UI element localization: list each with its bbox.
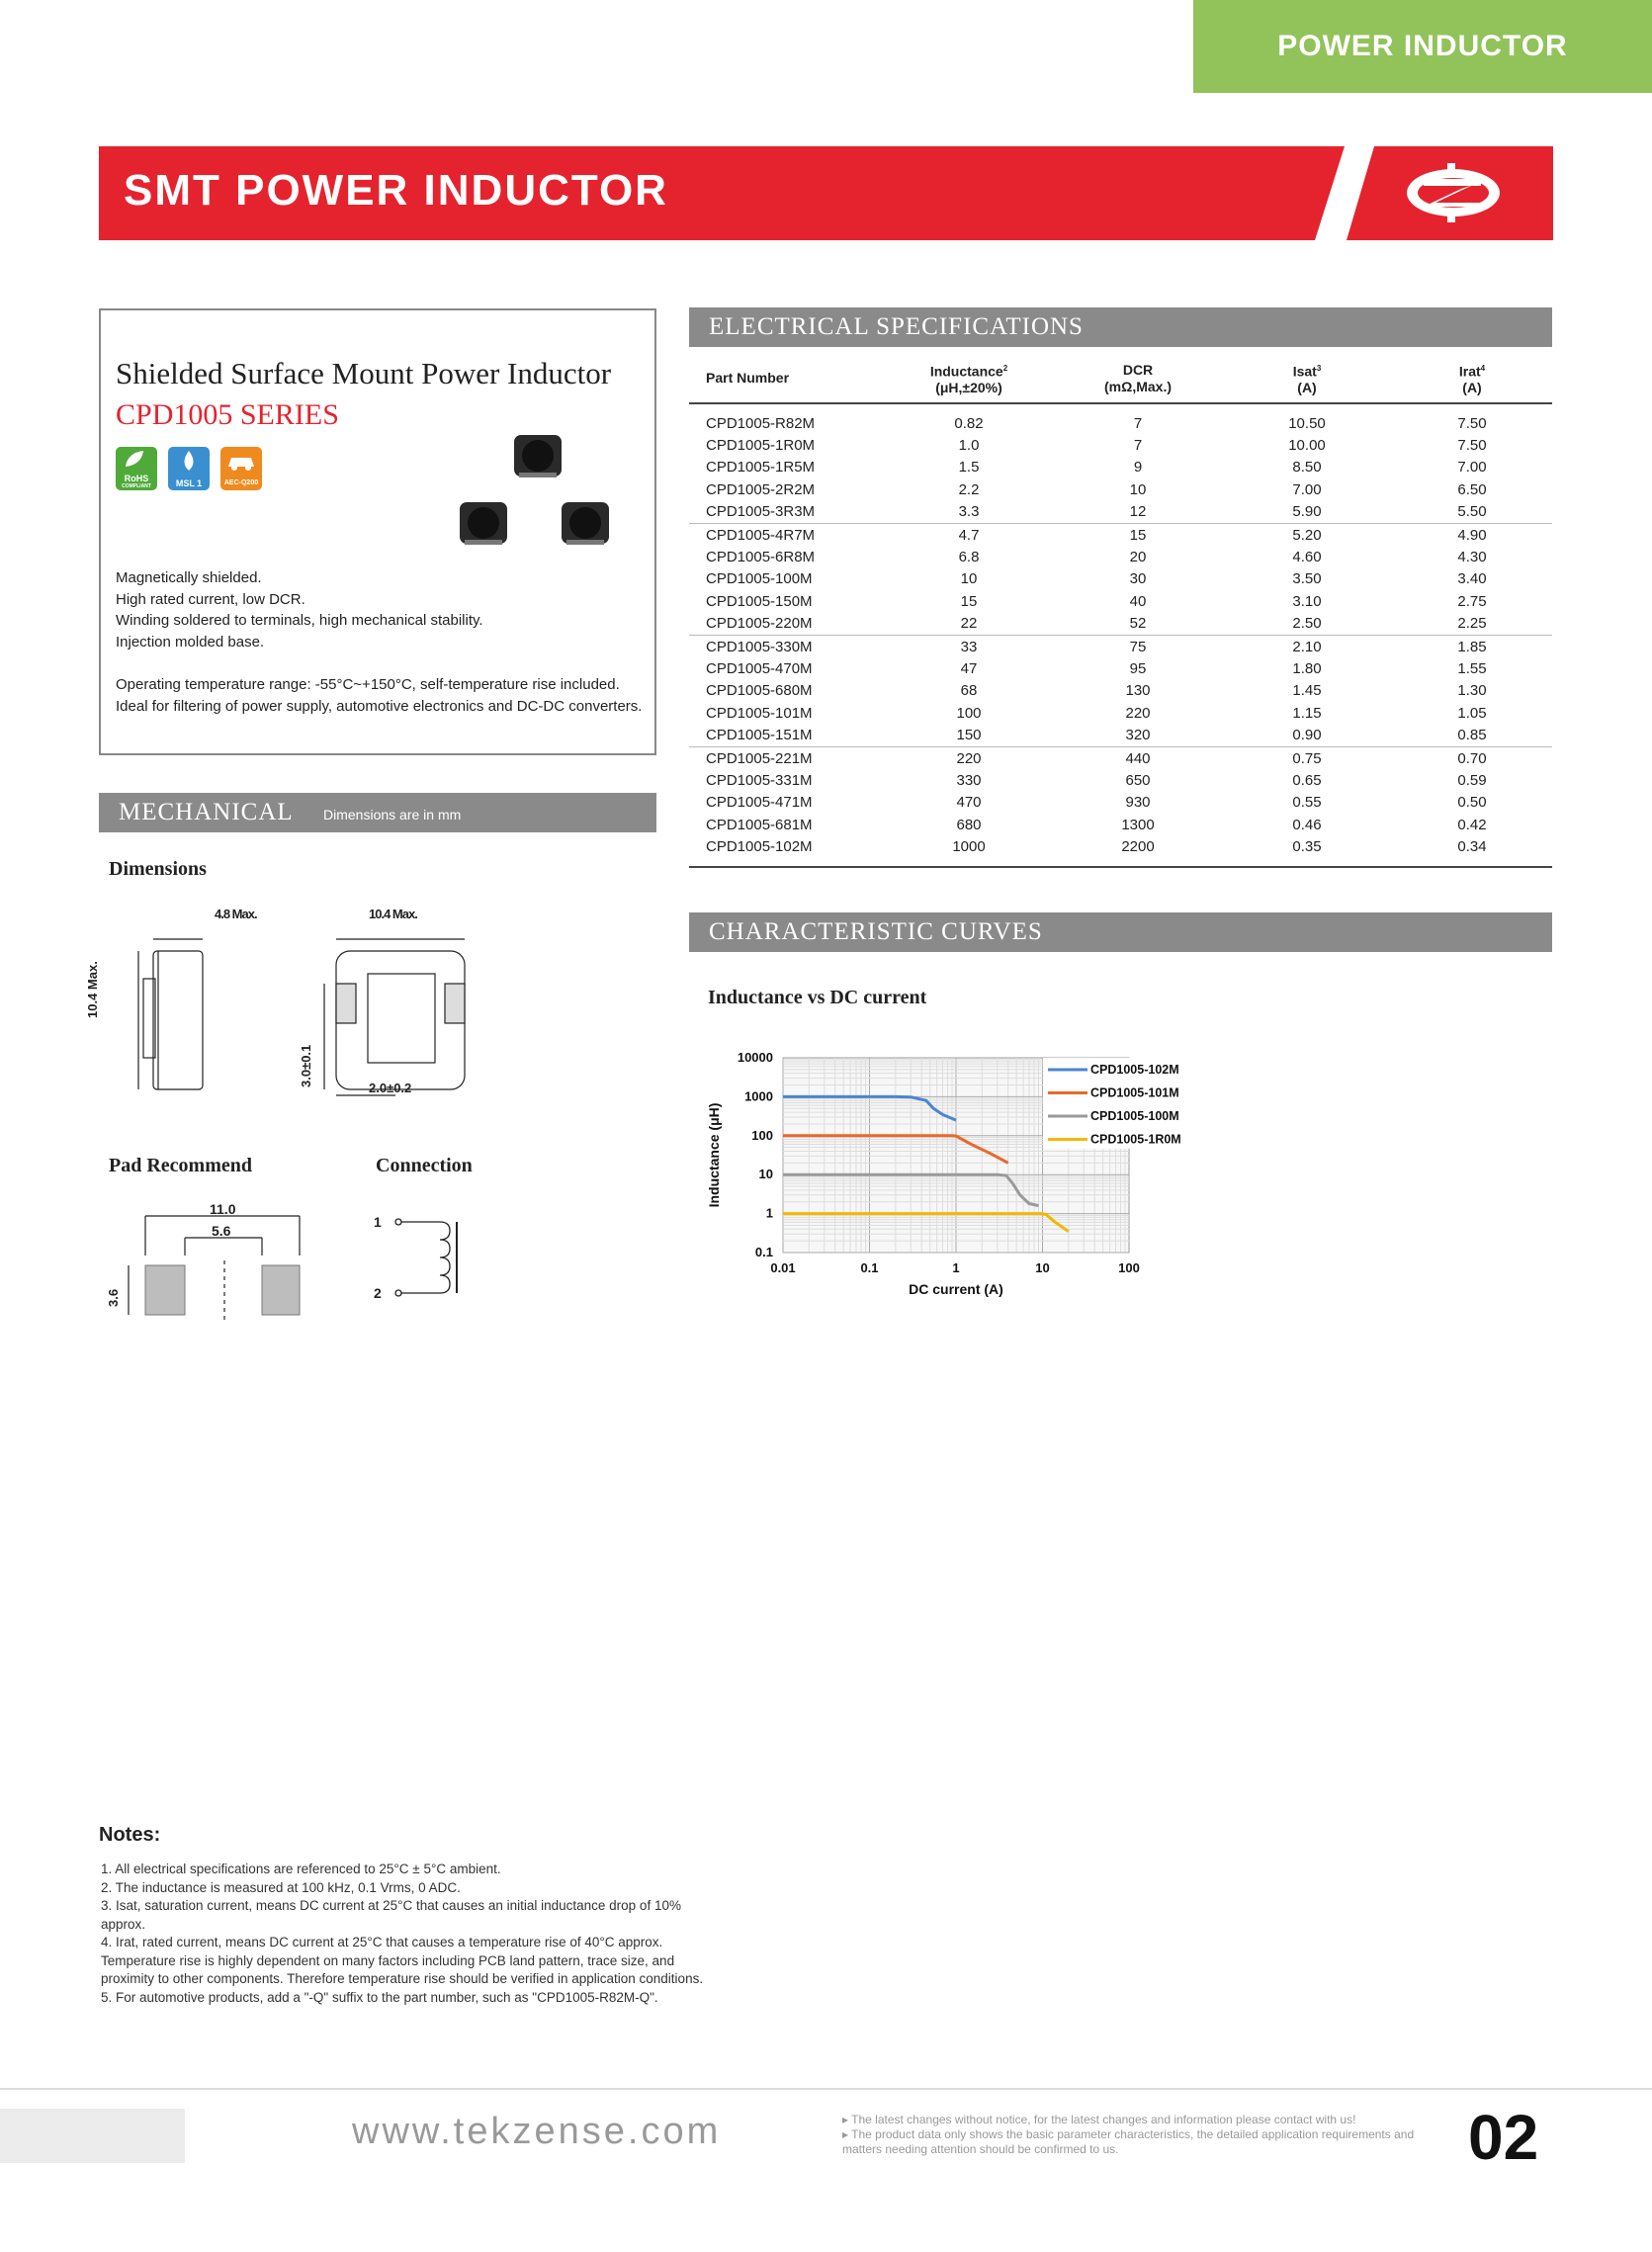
operating-temp: Operating temperature range: -55°C~+150°C, self-temperature rise included. xyxy=(116,676,620,693)
spec-row xyxy=(689,613,1552,636)
inductor-image-2 xyxy=(460,502,507,545)
dcr-cell: 7 xyxy=(1133,437,1143,455)
spec-row xyxy=(689,403,1552,434)
irat-cell: 2.25 xyxy=(1457,615,1487,633)
inductance-cell: 330 xyxy=(956,771,982,789)
y-tick-label: 1000 xyxy=(744,1088,773,1104)
isat-cell: 10.50 xyxy=(1288,414,1326,432)
part-number-cell: CPD1005-102M xyxy=(706,838,813,856)
spec-row xyxy=(689,501,1552,524)
dcr-cell: 650 xyxy=(1125,771,1151,789)
x-tick-label: 10 xyxy=(1035,1260,1050,1275)
inductance-cell: 100 xyxy=(956,704,982,722)
irat-cell: 7.50 xyxy=(1457,414,1487,432)
y-tick-label: 0.1 xyxy=(754,1245,773,1259)
pin-1-label: 1 xyxy=(374,1214,382,1230)
legend-label: CPD1005-102M xyxy=(1090,1063,1179,1077)
col-part-number: Part Number xyxy=(706,370,790,386)
part-number-cell: CPD1005-3R3M xyxy=(706,503,816,521)
part-number-cell: CPD1005-470M xyxy=(706,659,813,677)
inductance-cell: 1000 xyxy=(952,838,986,856)
inductor-image-3 xyxy=(562,502,609,545)
spec-row xyxy=(689,568,1552,590)
part-number-cell: CPD1005-471M xyxy=(706,794,813,812)
isat-cell: 2.50 xyxy=(1292,615,1322,633)
dimensions-drawing xyxy=(99,900,494,1107)
col-isat: Isat$^3$ (A) xyxy=(1292,363,1322,396)
irat-cell: 3.40 xyxy=(1457,570,1487,588)
legend-label: CPD1005-101M xyxy=(1090,1085,1179,1100)
y-tick-label: 10000 xyxy=(737,1050,773,1065)
applications: Ideal for filtering of power supply, automotive electronics and DC-DC converters. xyxy=(116,697,643,715)
x-axis-label: DC current (A) xyxy=(909,1281,1003,1297)
irat-cell: 0.34 xyxy=(1457,838,1487,856)
inductance-cell: 0.82 xyxy=(954,414,984,432)
part-number-cell: CPD1005-330M xyxy=(689,635,884,657)
spec-row xyxy=(689,835,1552,866)
feature-item: High rated current, low DCR. xyxy=(116,590,305,608)
part-number-cell: CPD1005-220M xyxy=(706,615,813,633)
rohs-leaf-icon xyxy=(116,447,157,473)
part-number-cell: CPD1005-4R7M xyxy=(689,523,884,546)
isat-cell: 8.50 xyxy=(1292,459,1322,476)
part-number-cell: CPD1005-680M xyxy=(706,682,813,700)
inductance-cell: 68 xyxy=(960,682,978,700)
dcr-cell: 20 xyxy=(1129,549,1147,566)
irat-cell: 1.30 xyxy=(1457,682,1487,700)
irat-cell: 0.59 xyxy=(1457,771,1487,789)
spec-row xyxy=(689,680,1552,702)
dcr-cell: 40 xyxy=(1129,592,1147,610)
product-photo xyxy=(450,425,648,554)
x-tick-label: 0.1 xyxy=(860,1260,879,1275)
aec-label: AEC-Q200 xyxy=(223,479,259,486)
curves-bar: CHARACTERISTIC CURVES xyxy=(689,912,1552,952)
part-number-cell: CPD1005-150M xyxy=(706,592,813,610)
footer-divider xyxy=(0,2088,1652,2090)
isat-cell: 5.20 xyxy=(1222,523,1392,546)
arrow-icon: ▸ xyxy=(842,2113,852,2126)
part-number-cell: CPD1005-1R5M xyxy=(706,459,816,476)
dcr-cell: 15 xyxy=(1054,523,1222,546)
irat-cell: 7.50 xyxy=(1457,437,1487,455)
dim-width-side: 4.8 Max. xyxy=(215,907,257,921)
inductance-cell: 4.7 xyxy=(884,523,1054,546)
y-tick-label: 100 xyxy=(751,1127,773,1143)
water-drop-icon xyxy=(168,447,210,476)
x-tick-label: 100 xyxy=(1118,1260,1140,1275)
notes-title: Notes: xyxy=(99,1824,161,1846)
y-axis-label: Inductance (μH) xyxy=(706,1102,722,1208)
part-number-cell: CPD1005-151M xyxy=(706,727,813,744)
inductance-cell: 47 xyxy=(960,659,978,677)
dcr-cell: 75 xyxy=(1054,635,1222,657)
electrical-bar: ELECTRICAL SPECIFICATIONS xyxy=(689,307,1552,347)
inductance-cell: 470 xyxy=(956,794,982,812)
isat-cell: 0.90 xyxy=(1292,727,1322,744)
dcr-cell: 9 xyxy=(1133,459,1143,476)
feature-item: Injection molded base. xyxy=(116,633,265,650)
inductance-cell: 15 xyxy=(960,592,978,610)
mechanical-bar xyxy=(99,793,656,832)
disclaimer-line: ▸ The product data only shows the basic parameter characteristics, the detailed application requirements and matters needing attention should be confirmed to us. xyxy=(842,2127,1415,2156)
spec-row xyxy=(689,792,1552,814)
footer-gray-block xyxy=(0,2109,185,2163)
rohs-badge xyxy=(116,447,157,490)
dcr-cell: 930 xyxy=(1125,794,1151,812)
note-item: 2. The inductance is measured at 100 kHz, 0.1 Vrms, 0 ADC. xyxy=(101,1879,461,1895)
spec-row xyxy=(689,457,1552,478)
irat-cell: 6.50 xyxy=(1457,480,1487,498)
isat-cell: 4.60 xyxy=(1292,549,1322,566)
pin-2-label: 2 xyxy=(374,1285,382,1301)
category-tab: POWER INDUCTOR xyxy=(1193,0,1652,93)
irat-cell: 0.70 xyxy=(1392,746,1552,769)
pad-recommend-label: Pad Recommend xyxy=(109,1155,252,1176)
spec-row xyxy=(689,724,1552,746)
page-number: 02 xyxy=(1468,2102,1539,2173)
part-number-cell: CPD1005-100M xyxy=(706,570,813,588)
connection-label: Connection xyxy=(376,1155,473,1176)
pad-gap-dim: 5.6 xyxy=(212,1223,231,1239)
irat-cell: 0.42 xyxy=(1457,816,1487,833)
part-number-cell: CPD1005-1R0M xyxy=(706,437,816,455)
inductance-cell: 2.2 xyxy=(958,480,980,498)
isat-cell: 5.90 xyxy=(1292,503,1322,521)
spec-row xyxy=(689,635,1552,657)
feature-item: Magnetically shielded. xyxy=(116,569,262,586)
isat-cell: 1.45 xyxy=(1292,682,1322,700)
spec-row xyxy=(689,746,1552,769)
spec-row xyxy=(689,546,1552,567)
msl-label: MSL 1 xyxy=(175,478,203,488)
irat-cell: 1.55 xyxy=(1457,659,1487,677)
pad-left xyxy=(145,1265,185,1315)
notes-list xyxy=(101,1861,714,2007)
irat-cell: 2.75 xyxy=(1457,592,1487,610)
dcr-cell: 10 xyxy=(1129,480,1147,498)
feature-item: Winding soldered to terminals, high mechanical stability. xyxy=(116,612,483,629)
y-tick-label: 10 xyxy=(758,1167,773,1182)
spec-row xyxy=(689,523,1552,546)
connection-schematic xyxy=(371,1198,489,1317)
part-number-cell: CPD1005-681M xyxy=(706,816,813,833)
dim-width-top: 10.4 Max. xyxy=(369,907,417,921)
isat-cell: 0.65 xyxy=(1292,771,1322,789)
car-icon xyxy=(220,447,262,476)
spec-row xyxy=(689,478,1552,500)
isat-cell: 3.50 xyxy=(1292,570,1322,588)
msl-badge xyxy=(168,447,210,490)
inductance-cell: 150 xyxy=(956,727,982,744)
spec-row xyxy=(689,590,1552,612)
footer-url[interactable]: www.tekzense.com xyxy=(352,2111,722,2152)
inductance-cell: 1.5 xyxy=(958,459,980,476)
isat-cell: 1.80 xyxy=(1292,659,1322,677)
part-number-cell: CPD1005-331M xyxy=(706,771,813,789)
chart-legend xyxy=(1043,1058,1181,1149)
irat-cell: 0.85 xyxy=(1457,727,1487,744)
dcr-cell: 2200 xyxy=(1121,838,1155,856)
rohs-label: RoHS xyxy=(124,474,149,483)
dcr-cell: 30 xyxy=(1129,570,1147,588)
dcr-cell: 7 xyxy=(1133,414,1143,432)
spec-row xyxy=(689,434,1552,456)
spec-row xyxy=(689,769,1552,791)
aec-badge xyxy=(220,447,262,490)
mechanical-title: MECHANICAL xyxy=(119,799,293,825)
dim-height-side: 10.4 Max. xyxy=(85,961,100,1018)
dcr-cell: 440 xyxy=(1054,746,1222,769)
inductance-cell: 1.0 xyxy=(958,437,980,455)
badge-row xyxy=(116,447,262,490)
legend-label: CPD1005-100M xyxy=(1090,1109,1179,1123)
curves-subtitle: Inductance vs DC current xyxy=(708,987,927,1008)
rohs-sub: COMPLIANT xyxy=(122,483,151,489)
isat-cell: 1.15 xyxy=(1292,704,1322,722)
irat-cell: 1.05 xyxy=(1457,704,1487,722)
part-number-cell: CPD1005-6R8M xyxy=(706,549,816,566)
features-list xyxy=(116,567,642,717)
note-item: 4. Irat, rated current, means DC current at 25°C that causes a temperature rise of 40°C approx. Temperature rise is highly dependent on many factors including PCB land pattern, trace size, and proximity to other components. Therefore temperature rise should be verified in application conditions. xyxy=(101,1935,704,1986)
part-number-cell: CPD1005-221M xyxy=(689,746,884,769)
product-title: Shielded Surface Mount Power Inductor xyxy=(116,356,612,390)
spec-row xyxy=(689,702,1552,724)
banner-title: SMT POWER INDUCTOR xyxy=(124,166,668,215)
inductance-chart xyxy=(697,1038,1231,1315)
dcr-cell: 95 xyxy=(1129,659,1147,677)
series-name: CPD1005 SERIES xyxy=(116,398,339,431)
spec-header-row xyxy=(689,354,1552,403)
isat-cell: 0.46 xyxy=(1292,816,1322,833)
top-view xyxy=(324,939,465,1095)
isat-cell: 0.75 xyxy=(1222,746,1392,769)
spec-row xyxy=(689,814,1552,835)
footer-disclaimer xyxy=(842,2113,1435,2157)
isat-cell: 10.00 xyxy=(1288,437,1326,455)
dimensions-label: Dimensions xyxy=(109,858,207,880)
pad-right xyxy=(262,1265,300,1315)
y-tick-label: 1 xyxy=(765,1205,773,1221)
dcr-cell: 130 xyxy=(1125,682,1151,700)
part-number-cell: CPD1005-2R2M xyxy=(706,480,816,498)
dcr-cell: 52 xyxy=(1129,615,1147,633)
col-dcr: DCR (mΩ,Max.) xyxy=(1103,361,1172,394)
irat-cell: 5.50 xyxy=(1457,503,1487,521)
x-tick-label: 1 xyxy=(952,1260,960,1275)
dcr-cell: 1300 xyxy=(1121,816,1155,833)
disclaimer-line: ▸ The latest changes without notice, for the latest changes and information please contact with us! xyxy=(842,2113,1356,2126)
isat-cell: 7.00 xyxy=(1292,480,1322,498)
inductance-cell: 22 xyxy=(960,615,978,633)
inductor-image-1 xyxy=(514,435,562,477)
isat-cell: 0.35 xyxy=(1292,838,1322,856)
dcr-cell: 12 xyxy=(1129,503,1147,521)
x-tick-label: 0.01 xyxy=(770,1260,796,1275)
dcr-cell: 220 xyxy=(1125,704,1151,722)
inductance-cell: 3.3 xyxy=(958,503,980,521)
legend-label: CPD1005-1R0M xyxy=(1090,1132,1181,1147)
part-number-cell: CPD1005-R82M xyxy=(706,414,816,432)
note-item: 1. All electrical specifications are referenced to 25°C ± 5°C ambient. xyxy=(101,1862,501,1876)
part-number-cell: CPD1005-101M xyxy=(706,704,813,722)
mechanical-subtitle: Dimensions are in mm xyxy=(323,807,462,823)
isat-cell: 2.10 xyxy=(1222,635,1392,657)
spec-row xyxy=(689,657,1552,679)
spec-table xyxy=(689,354,1552,868)
dim-pad-width: 2.0±0.2 xyxy=(369,1081,412,1095)
irat-cell: 7.00 xyxy=(1457,459,1487,476)
inductance-cell: 220 xyxy=(884,746,1054,769)
arrow-icon: ▸ xyxy=(842,2127,852,2141)
isat-cell: 3.10 xyxy=(1292,592,1322,610)
note-item: 5. For automotive products, add a "-Q" suffix to the part number, such as "CPD1005-R82M-Q". xyxy=(101,1989,658,2005)
inductance-cell: 33 xyxy=(884,635,1054,657)
pad-height-dim: 3.6 xyxy=(106,1288,121,1307)
irat-cell: 4.30 xyxy=(1457,549,1487,566)
inductance-cell: 6.8 xyxy=(958,549,980,566)
inductance-cell: 10 xyxy=(960,570,978,588)
pad-total-dim: 11.0 xyxy=(210,1201,236,1217)
col-irat: Irat$^4$ (A) xyxy=(1458,363,1486,396)
note-item: 3. Isat, saturation current, means DC current at 25°C that causes an initial inductance drop of 10% approx. xyxy=(101,1898,681,1932)
side-view xyxy=(138,939,203,1089)
dcr-cell: 320 xyxy=(1125,727,1151,744)
irat-cell: 0.50 xyxy=(1457,794,1487,812)
isat-cell: 0.55 xyxy=(1292,794,1322,812)
irat-cell: 1.85 xyxy=(1392,635,1552,657)
inductance-cell: 680 xyxy=(956,816,982,833)
irat-cell: 4.90 xyxy=(1392,523,1552,546)
dim-pad-height: 3.0±0.1 xyxy=(299,1044,313,1087)
col-inductance: Inductance$^2$ (μH,±20%) xyxy=(929,363,1008,396)
